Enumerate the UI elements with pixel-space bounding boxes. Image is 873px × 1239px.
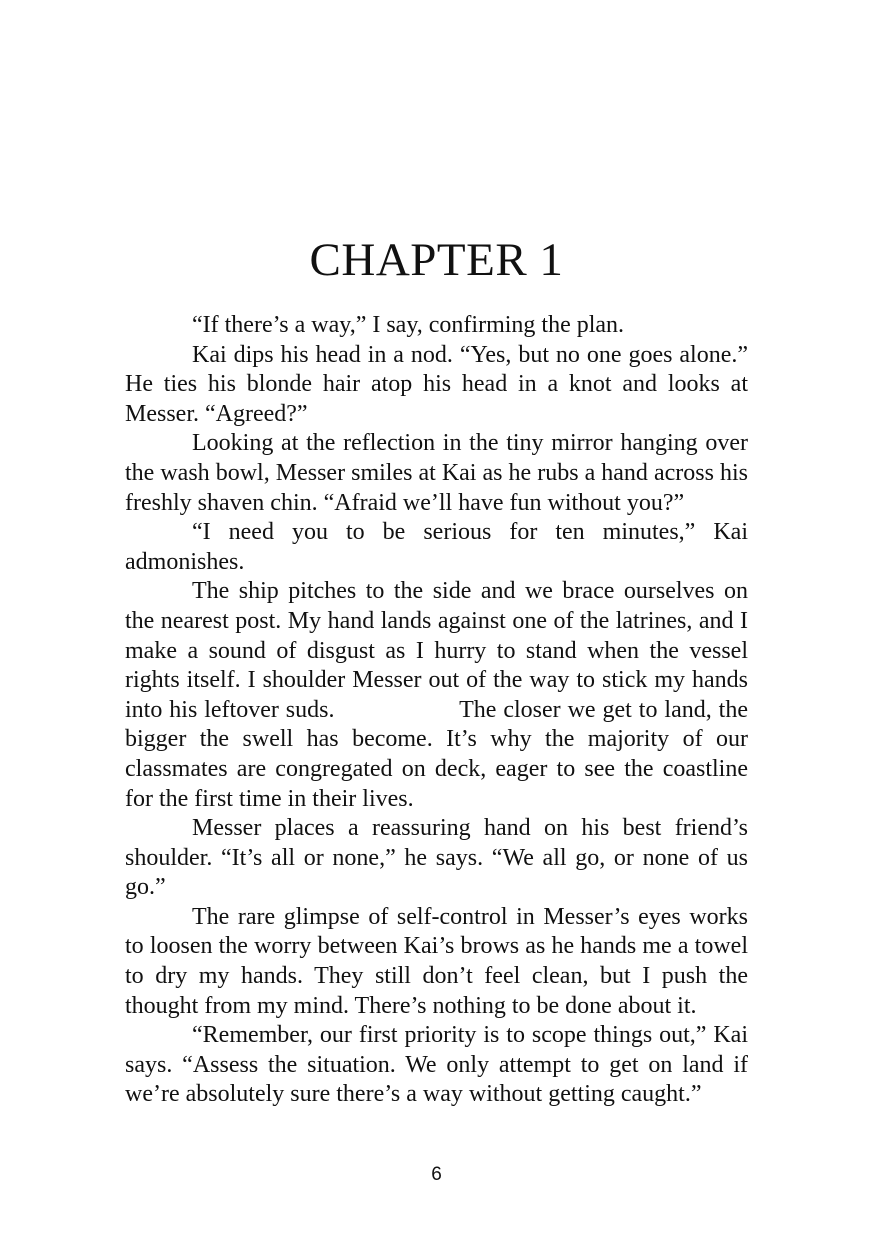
paragraph: The ship pitches to the side and we brace ourselves on the nearest post. My hand lands against one of the latrines, and I make a sound of disgust as I hurry to stand when the vessel rights itself. I shoulder Messer out of the way to stick my hands into his leftover suds. The closer we get to land, the bigger the swell has become. It’s why the majority of our classmates are congregated on deck, eager to see the coastline for the first time in their lives. [125,578,754,812]
paragraph: Messer places a reassuring hand on his best friend’s shoulder. “It’s all or none,” he says. “We all go, or none of us go.” [125,815,748,901]
page-number: 6 [431,1164,442,1185]
paragraph: “I need you to be serious for ten minutes,” Kai admonishes. [125,519,748,575]
paragraph: “If there’s a way,” I say, confirming the plan. [192,312,625,338]
chapter-body [125,311,754,1110]
paragraph: The rare glimpse of self-control in Messer’s eyes works to loosen the worry between Kai’s brows as he hands me a towel to dry my hands. They still don’t feel clean, but I push the thought from my mind. There’s nothing to be done about it. [125,903,748,1019]
paragraph: Kai dips his head in a nod. “Yes, but no one goes alone.” He ties his blonde hair atop his head in a knot and looks at Messer. “Agreed?” [125,341,748,427]
chapter-title: CHAPTER 1 [309,234,564,286]
paragraph: Looking at the reflection in the tiny mirror hanging over the wash bowl, Messer smiles at Kai as he rubs a hand across his freshly shaven chin. “Afraid we’ll have fun without you?” [125,430,748,516]
paragraph: “Remember, our first priority is to scope things out,” Kai says. “Assess the situation. We only attempt to get on land if we’re absolutely sure there’s a way without getting caught.” [125,1022,748,1108]
